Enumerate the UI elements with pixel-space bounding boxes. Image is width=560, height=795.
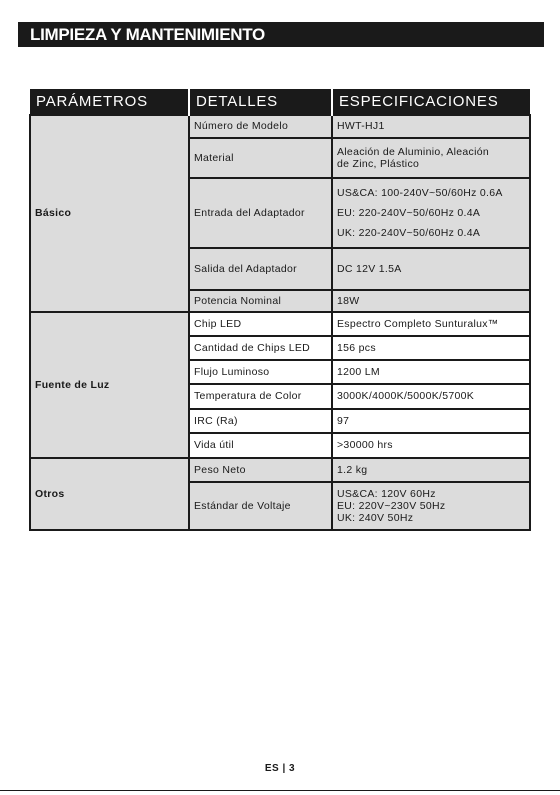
spec-cell xyxy=(332,433,530,458)
param-basico: Básico xyxy=(30,115,189,312)
param-fuente-de-luz: Fuente de Luz xyxy=(30,312,189,458)
detail-cell: Temperatura de Color xyxy=(189,384,332,409)
detail-cell: Peso Neto xyxy=(189,458,332,482)
spec-line: 97 xyxy=(337,414,350,427)
param-otros: Otros xyxy=(30,458,189,530)
detail-cell: Número de Modelo xyxy=(189,115,332,138)
bottom-divider xyxy=(0,790,560,791)
header-detalles: DETALLES xyxy=(189,89,332,115)
spec-line: EU: 220V~230V 50Hz xyxy=(337,500,446,512)
spec-cell xyxy=(332,360,530,384)
page-number: ES | 3 xyxy=(264,763,296,774)
spec-line: Aleación de Aluminio, Aleación xyxy=(337,145,490,158)
table-row xyxy=(30,115,530,138)
table-row xyxy=(30,458,530,482)
spec-line: US&CA: 100-240V~50/60Hz 0.6A xyxy=(337,187,503,199)
spec-line: de Zinc, Plástico xyxy=(337,158,420,170)
spec-line: 18W xyxy=(337,294,360,307)
spec-line: UK: 220-240V~50/60Hz 0.4A xyxy=(337,227,481,239)
section-title: LIMPIEZA Y MANTENIMIENTO xyxy=(30,25,265,44)
spec-cell xyxy=(332,312,530,336)
detail-cell: Material xyxy=(189,138,332,178)
spec-line: 1200 LM xyxy=(337,365,380,378)
spec-cell xyxy=(332,409,530,433)
spec-line: 156 pcs xyxy=(337,341,376,354)
spec-line: EU: 220-240V~50/60Hz 0.4A xyxy=(337,207,481,219)
detail-cell: Vida útil xyxy=(189,433,332,458)
spec-cell xyxy=(332,384,530,409)
spec-cell xyxy=(332,482,530,530)
detail-cell: Estándar de Voltaje xyxy=(189,482,332,530)
spec-cell xyxy=(332,336,530,360)
spec-line: 3000K/4000K/5000K/5700K xyxy=(337,390,475,403)
detail-cell: Potencia Nominal xyxy=(189,290,332,312)
spec-line: >30000 hrs xyxy=(337,439,393,452)
header-especificaciones: ESPECIFICACIONES xyxy=(332,89,530,115)
spec-line: DC 12V 1.5A xyxy=(337,262,402,275)
spec-line: HWT-HJ1 xyxy=(337,120,385,133)
spec-line: Espectro Completo Sunturalux™ xyxy=(337,317,499,330)
spec-cell xyxy=(332,290,530,312)
header-parametros: PARÁMETROS xyxy=(30,89,189,115)
spec-line: 1.2 kg xyxy=(337,463,368,476)
spec-line: UK: 240V 50Hz xyxy=(337,512,414,524)
spec-cell xyxy=(332,458,530,482)
detail-cell: Salida del Adaptador xyxy=(189,248,332,290)
detail-cell: Cantidad de Chips LED xyxy=(189,336,332,360)
spec-cell xyxy=(332,178,530,248)
detail-cell: IRC (Ra) xyxy=(189,409,332,433)
specifications-table xyxy=(29,89,531,531)
detail-cell: Entrada del Adaptador xyxy=(189,178,332,248)
detail-cell: Chip LED xyxy=(189,312,332,336)
spec-cell xyxy=(332,248,530,290)
spec-cell xyxy=(332,115,530,138)
table-header-row xyxy=(30,89,530,115)
detail-cell: Flujo Luminoso xyxy=(189,360,332,384)
table-row xyxy=(30,312,530,336)
spec-line: US&CA: 120V 60Hz xyxy=(337,488,436,500)
spec-cell xyxy=(332,138,530,178)
section-title-bar xyxy=(18,22,544,47)
